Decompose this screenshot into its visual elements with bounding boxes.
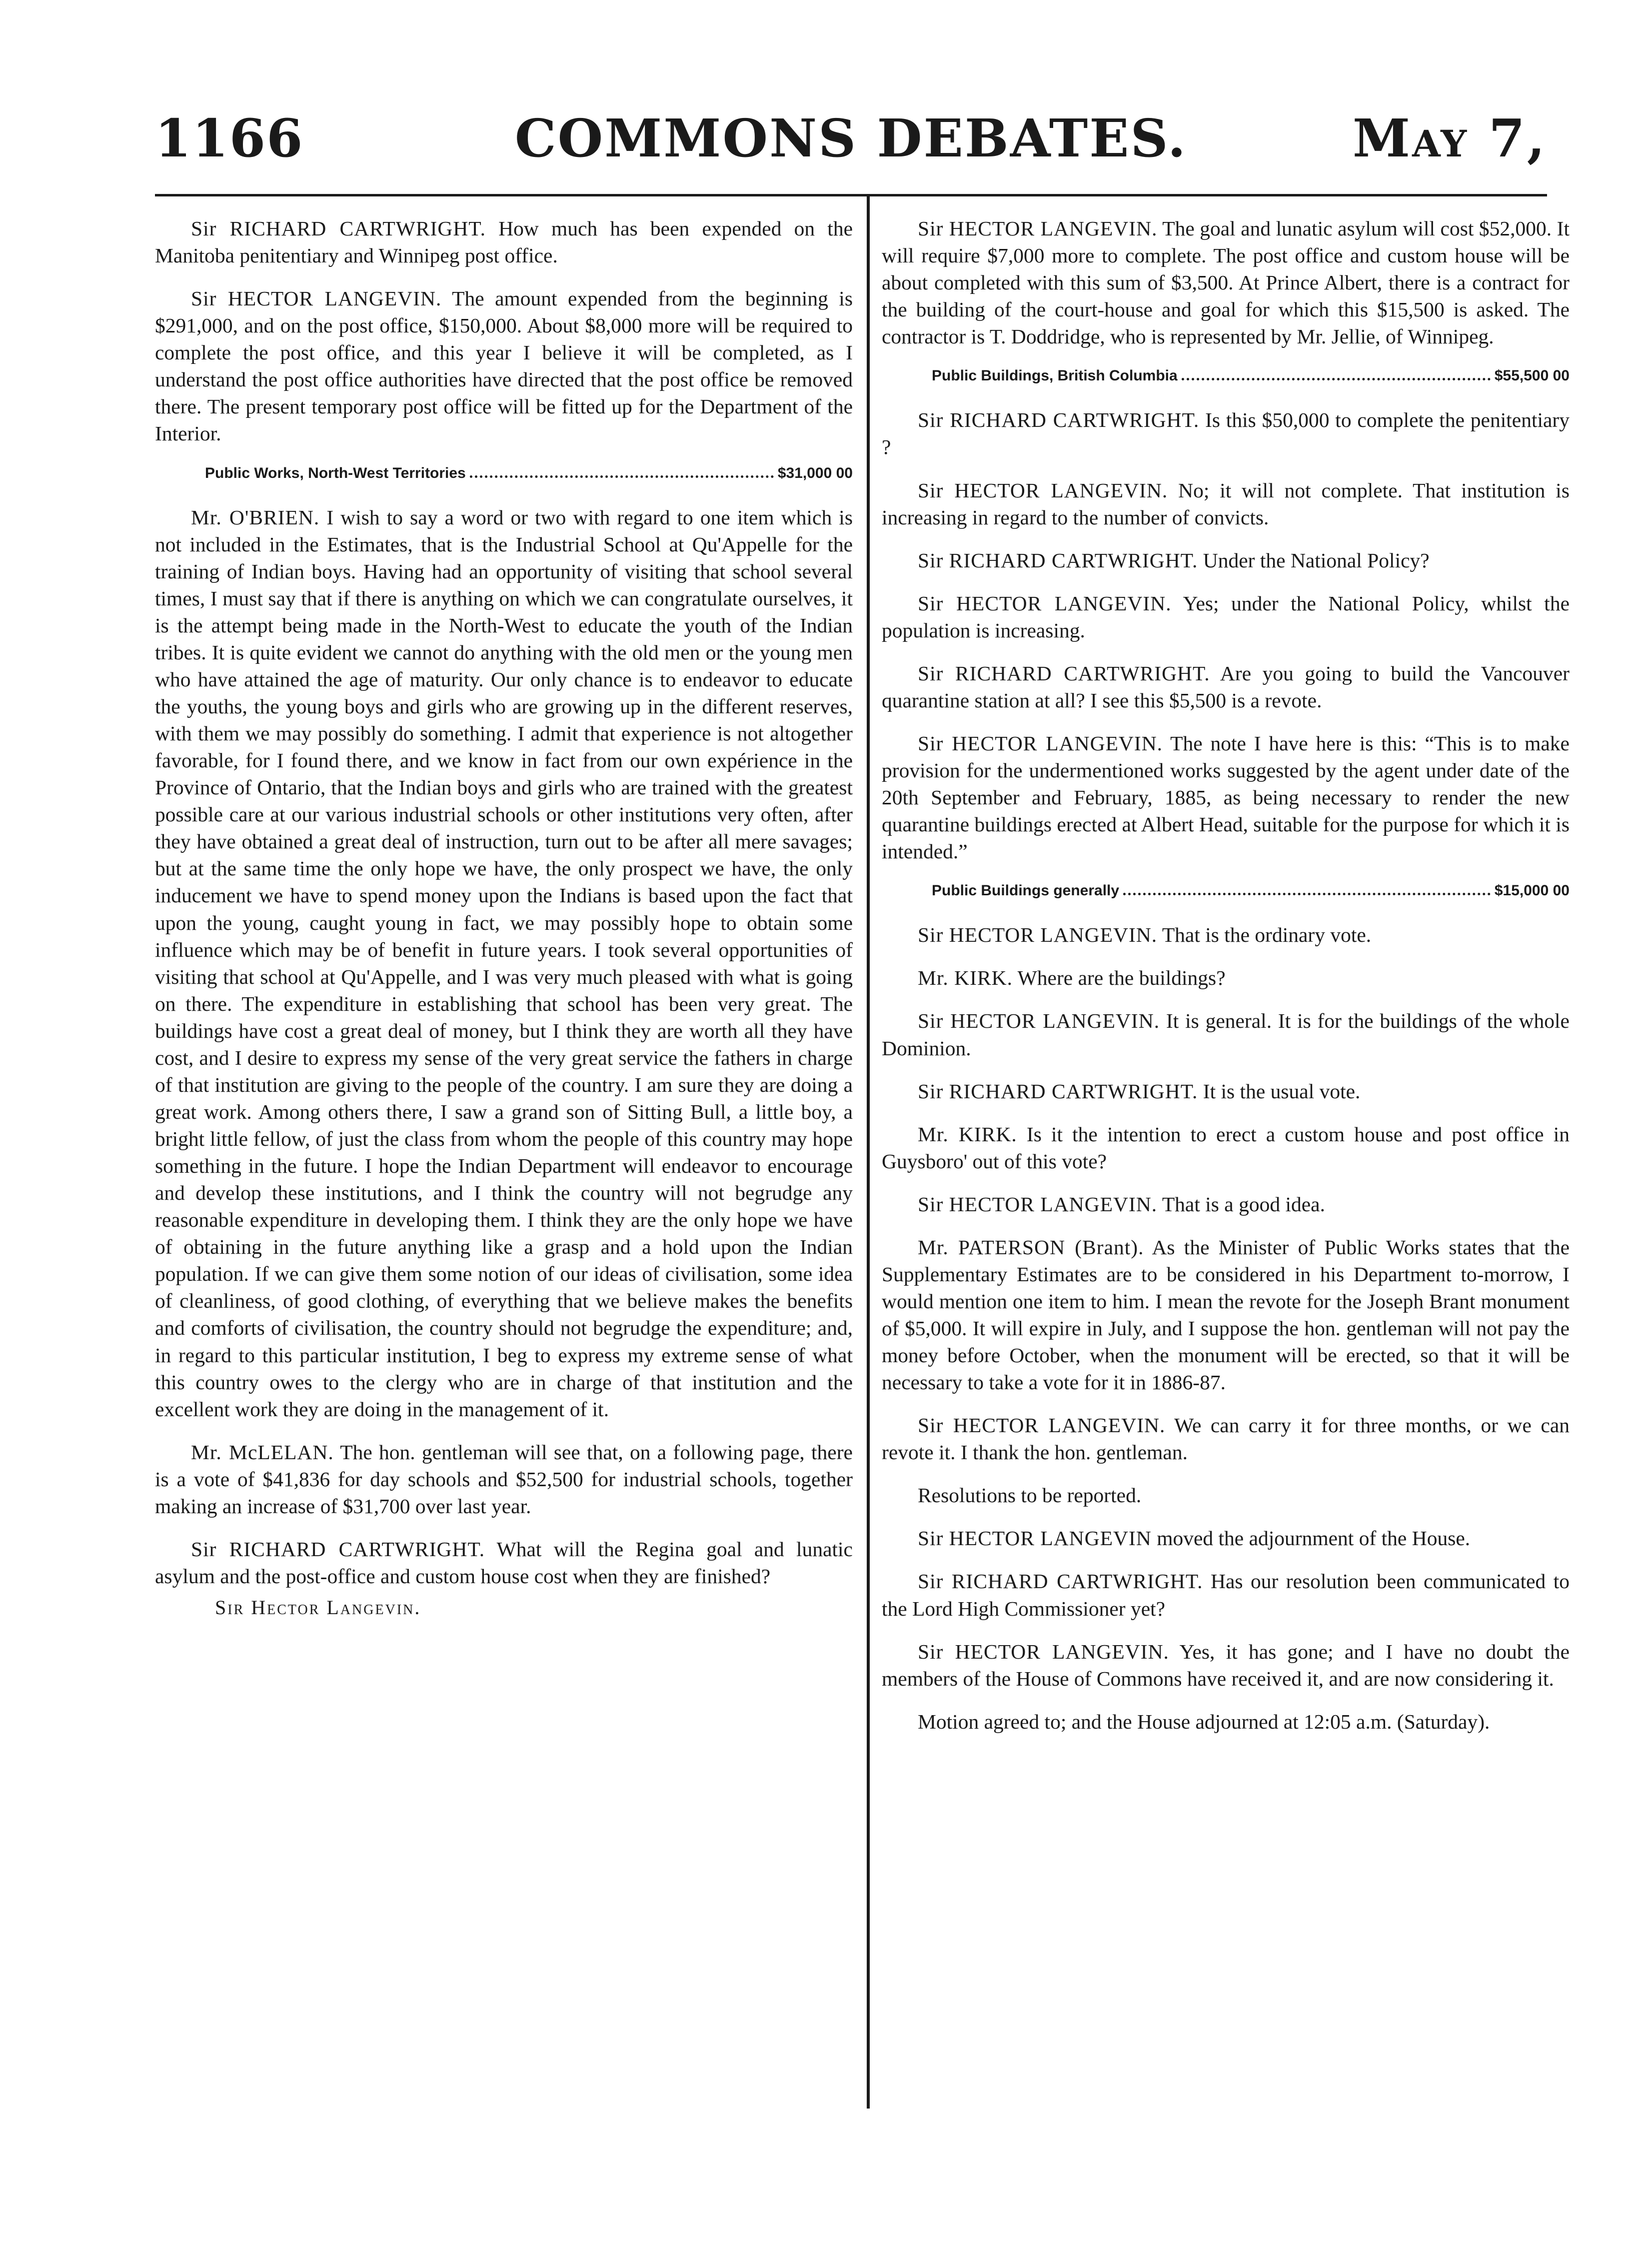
right-column bbox=[882, 215, 1570, 1751]
estimate-label: Public Buildings, British Columbia bbox=[932, 367, 1178, 384]
speaker-name: Sir RICHARD CARTWRIGHT. bbox=[191, 1537, 485, 1561]
speaker-name: Mr. KIRK. bbox=[918, 966, 1013, 990]
paragraph bbox=[882, 1638, 1570, 1692]
speech-text: Is it the intention to erect a custom house and post office in Guysboro' out of this vote? bbox=[882, 1122, 1570, 1173]
paragraph bbox=[882, 547, 1570, 574]
paragraph bbox=[155, 1439, 853, 1520]
proceeding-text: Motion agreed to; and the House adjourned at 12:05 a.m. (Saturday). bbox=[918, 1710, 1490, 1733]
speech-text: The goal and lunatic asylum will cost $52,000. It will require $7,000 more to complete. The post office and custom house will be about completed with this sum of $3,500. At Prince Albert, there is a contract for the building of the court-house and goal for which this $15,500 is asked. The contractor is T. Doddridge, who is represented by Mr. Jellie, of Winnipeg. bbox=[882, 217, 1570, 348]
estimate-label: Public Buildings generally bbox=[932, 882, 1120, 899]
speaker-name: Sir RICHARD CARTWRIGHT. bbox=[191, 217, 486, 240]
column-divider bbox=[867, 194, 870, 2109]
speaker-name: Sir HECTOR LANGEVIN. bbox=[918, 731, 1163, 755]
paragraph bbox=[882, 660, 1570, 714]
speech-text: The note I have here is this: “This is to make provision for the undermentioned works suggested by the agent under date of the 20th September and February, 1885, as being necessary to render the new quarantine buildings erected at Albert Head, suitable for the purpose for which it is intended.” bbox=[882, 731, 1570, 863]
paragraph bbox=[882, 1191, 1570, 1218]
speech-text: moved the adjournment of the House. bbox=[1157, 1527, 1471, 1550]
paragraph bbox=[882, 477, 1570, 531]
speech-text: As the Minister of Public Works states that the Supplementary Estimates are to be considered in his Department to-morrow, I would mention one item to him. I mean the revote for the Joseph Brant monument of $5,000. It will expire in July, and I suppose the hon. gentleman will not pay the money before October, when the monument will be erected, so that it will be necessary to take a vote for it in 1886-87. bbox=[882, 1235, 1570, 1394]
speaker-name: Sir HECTOR LANGEVIN. bbox=[918, 1414, 1166, 1437]
speaker-name: Mr. PATERSON (Brant). bbox=[918, 1235, 1144, 1259]
speaker-name: Sir RICHARD CARTWRIGHT. bbox=[918, 661, 1210, 685]
speaker-name: Sir HECTOR LANGEVIN. bbox=[918, 1009, 1160, 1033]
speaker-name: Sir HECTOR LANGEVIN. bbox=[918, 1192, 1158, 1216]
leader-dots bbox=[470, 463, 774, 478]
speech-text: Is this $50,000 to complete the penitentiary ? bbox=[882, 408, 1570, 459]
proceeding-text: Resolutions to be reported. bbox=[918, 1484, 1142, 1507]
estimate-line bbox=[882, 881, 1570, 900]
estimate-label: Public Works, North-West Territories bbox=[205, 464, 466, 481]
speech-text: That is a good idea. bbox=[1162, 1192, 1325, 1216]
paragraph bbox=[882, 1007, 1570, 1061]
paragraph bbox=[882, 215, 1570, 350]
estimate-line bbox=[155, 463, 853, 483]
speech-text: We can carry it for three months, or we can revote it. I thank the hon. gentleman. bbox=[882, 1414, 1570, 1464]
continued-speaker: Sir Hector Langevin. bbox=[215, 1596, 421, 1619]
speaker-name: Sir HECTOR LANGEVIN bbox=[918, 1527, 1152, 1550]
speaker-name: Sir HECTOR LANGEVIN. bbox=[918, 923, 1158, 947]
leader-dots bbox=[1123, 881, 1491, 895]
paragraph bbox=[155, 285, 853, 447]
speech-text: Yes; under the National Policy, whilst the population is increasing. bbox=[882, 591, 1570, 642]
speaker-name: Sir HECTOR LANGEVIN. bbox=[918, 478, 1168, 502]
paragraph bbox=[882, 730, 1570, 865]
paragraph bbox=[882, 964, 1570, 991]
paragraph bbox=[155, 1536, 853, 1590]
paragraph bbox=[882, 921, 1570, 948]
paragraph bbox=[155, 504, 853, 1423]
speaker-name: Mr. KIRK. bbox=[918, 1122, 1017, 1146]
speaker-name: Sir HECTOR LANGEVIN. bbox=[918, 217, 1158, 240]
speech-text: It is the usual vote. bbox=[1203, 1079, 1361, 1103]
speech-text: It is general. It is for the buildings of the whole Dominion. bbox=[882, 1009, 1570, 1060]
speech-text: That is the ordinary vote. bbox=[1162, 923, 1372, 947]
paragraph bbox=[882, 1482, 1570, 1509]
speech-text: How much has been expended on the Manitoba penitentiary and Winnipeg post office. bbox=[155, 217, 853, 267]
paragraph bbox=[882, 1412, 1570, 1466]
speaker-name: Sir RICHARD CARTWRIGHT. bbox=[918, 548, 1198, 572]
publication-title: COMMONS DEBATES. bbox=[514, 107, 1188, 169]
paragraph bbox=[882, 406, 1570, 460]
paragraph bbox=[882, 1234, 1570, 1396]
paragraph bbox=[882, 1121, 1570, 1175]
speaker-name: Sir RICHARD CARTWRIGHT. bbox=[918, 1079, 1198, 1103]
speech-text: I wish to say a word or two with regard to one item which is not included in the Estimates, that is the Industrial School at Qu'Appelle for the training of Indian boys. Having had an opportunity of visiting that school several times, I must say that if there is anything on which we can congratulate ourselves, it is the attempt being made in the North-West to educate the youth of the Indian tribes. It is quite evident we cannot do anything with the old men or the young men who have attained the age of maturity. Our only chance is to endeavor to educate the youths, the young boys and girls who are growing up in the different reserves, with them we may possibly do something. I admit that experience is not altogether favorable, for I found there, and we know in fact from our own expérience in the Province of Ontario, that the Indian boys and girls who are trained with the greatest possible care at our various industrial schools or other institutions very often, after they have obtained a great deal of instruction, turn out to be after all mere savages; but at the same time the only hope we have, the only prospect we have, the only inducement we have to spend money upon the Indians is based upon the fact that upon the young, caught young in fact, we may possibly hope to obtain some influence which may be of benefit in future years. I took several opportunities of visiting that school at Qu'Appelle, and I was very much pleased with what is going on there. The expenditure in establishing that school has been very great. The buildings have cost a great deal of money, but I think they are worth all they have cost, and I desire to express my sense of the very great service the fathers in charge of that institution are giving to the people of the country. I am sure they are doing a great work. Among others there, I saw a grand son of Sitting Bull, a little boy, a bright little fellow, of just the class from whom the people of this country may hope something in the future. I hope the Indian Department will endeavor to encourage and develop these institutions, and I think the country will not begrudge any reasonable expenditure in developing them. I think they are the only hope we have of obtaining in the future anything like a grasp and a hold upon the Indian population. If we can give them some notion of our ideas of civilisation, some idea of cleanliness, of good clothing, of everything that we believe makes the benefits and comforts of civilisation, the country should not begrudge the expenditure; and, in regard to this particular institution, I beg to express my extreme sense of what this country owes to the clergy who are in charge of that institution and the excellent work they are doing in the management of it. bbox=[155, 505, 853, 1421]
header-rule bbox=[155, 194, 1547, 196]
paragraph bbox=[155, 215, 853, 269]
estimate-amount: $55,500 00 bbox=[1494, 367, 1570, 384]
leader-dots bbox=[1182, 366, 1491, 380]
speech-text: Are you going to build the Vancouver quarantine station at all? I see this $5,500 is a revote. bbox=[882, 661, 1570, 712]
speech-text: Where are the buildings? bbox=[1017, 966, 1226, 990]
paragraph bbox=[882, 590, 1570, 644]
speech-text: Yes, it has gone; and I have no doubt the members of the House of Commons have received it, and are now considering it. bbox=[882, 1640, 1570, 1690]
paragraph bbox=[882, 1525, 1570, 1552]
speaker-name: Mr. McLELAN. bbox=[191, 1440, 334, 1464]
speaker-name: Sir HECTOR LANGEVIN. bbox=[191, 287, 442, 310]
paragraph bbox=[882, 1708, 1570, 1735]
speech-text: What will the Regina goal and lunatic asylum and the post-office and custom house cost when they are finished? bbox=[155, 1537, 853, 1588]
paragraph bbox=[882, 1568, 1570, 1622]
speaker-name: Sir HECTOR LANGEVIN. bbox=[918, 1640, 1169, 1663]
speaker-name: Sir HECTOR LANGEVIN. bbox=[918, 591, 1172, 615]
speaker-name: Mr. O'BRIEN. bbox=[191, 505, 320, 529]
estimate-amount: $31,000 00 bbox=[777, 464, 853, 481]
page-header bbox=[155, 107, 1547, 172]
estimate-line bbox=[882, 366, 1570, 385]
speaker-name: Sir RICHARD CARTWRIGHT. bbox=[918, 408, 1200, 432]
page-date: May 7, bbox=[1352, 107, 1547, 169]
speech-text: Under the National Policy? bbox=[1203, 548, 1430, 572]
paragraph bbox=[882, 1078, 1570, 1105]
estimate-amount: $15,000 00 bbox=[1494, 882, 1570, 899]
speech-text: The amount expended from the beginning is $291,000, and on the post office, $150,000. About $8,000 more will be required to complete the post office, and this year I believe it will be completed, as I understand the post office authorities have directed that the post office be removed there. The present temporary post office will be fitted up for the Department of the Interior. bbox=[155, 287, 853, 445]
left-column bbox=[155, 215, 853, 1621]
page-number: 1166 bbox=[155, 107, 304, 169]
speech-text: The hon. gentleman will see that, on a following page, there is a vote of $41,836 for day schools and $52,500 for industrial schools, together making an increase of $31,700 over last year. bbox=[155, 1440, 853, 1518]
speech-text: No; it will not complete. That institution is increasing in regard to the number of convicts. bbox=[882, 478, 1570, 529]
speech-text: Has our resolution been communicated to the Lord High Commissioner yet? bbox=[882, 1570, 1570, 1620]
speaker-name: Sir RICHARD CARTWRIGHT. bbox=[918, 1570, 1203, 1593]
